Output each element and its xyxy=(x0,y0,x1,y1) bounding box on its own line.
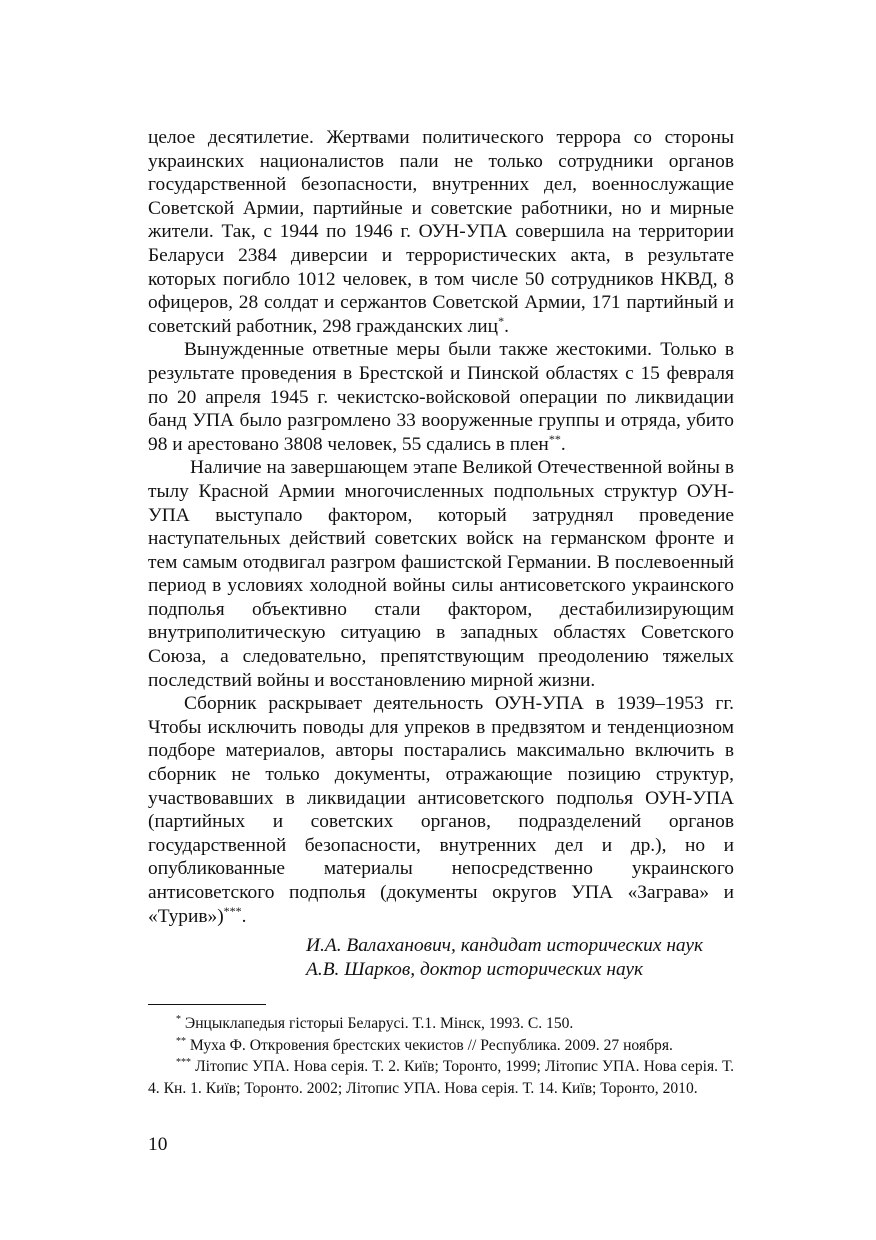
signature-block xyxy=(306,934,734,982)
footnote-2 xyxy=(148,1035,734,1057)
paragraph-3 xyxy=(148,456,734,692)
footnote-2-marker: ** xyxy=(176,1035,186,1047)
paragraph-2 xyxy=(148,338,734,456)
footnote-1-text: Энцыклапедыя гісторыі Беларусі. Т.1. Мінск, 1993. С. 150. xyxy=(181,1015,574,1033)
footnote-ref-1: * xyxy=(498,313,505,328)
footnotes xyxy=(148,1013,734,1099)
paragraph-2-tail: . xyxy=(560,433,566,455)
footnote-1-marker: * xyxy=(176,1014,181,1026)
paragraph-2-text: Вынужденные ответные меры были также жестокими. Только в результате проведения в Брестской и Пинской областях с 15 февраля по 20 апреля 1945 г. чекистско-войсковой операции по ликвидации банд УПА было разгромлено 33 вооруженные группы и отряда, убито 98 и арестовано 3808 человек, 55 сдались в плен xyxy=(148,339,734,455)
footnote-3-text: Літопис УПА. Нова серія. Т. 2. Київ; Торонто, 1999; Літопис УПА. Нова серія. Т. 4. Кн. 1. Київ; Торонто. 2002; Літопис УПА. Нова серія. Т. 14. Київ; Торонто, 2010. xyxy=(148,1058,734,1097)
paragraph-4 xyxy=(148,692,734,928)
signature-author-2: А.В. Шарков, доктор исторических наук xyxy=(306,959,644,981)
paragraph-4-text: Сборник раскрывает деятельность ОУН-УПА в 1939–1953 гг. Чтобы исключить поводы для упреков в предвзятом и тенденциозном подборе материалов, авторы постарались максимально включить в сборник не только документы, отражающие позицию структур, участвовавших в ликвидации антисоветского подполья ОУН-УПА (партийных и советских органов, подразделений органов государственной безопасности, внутренних дел и др.), но и опубликованные материалы непосредственно украинского антисоветского подполья (документы округов УПА «Заграва» и «Турив») xyxy=(148,693,734,927)
paragraph-1 xyxy=(148,126,734,338)
footnote-2-text: Муха Ф. Откровения брестских чекистов // Республика. 2009. 27 ноября. xyxy=(186,1036,673,1054)
footnote-ref-2: ** xyxy=(548,431,561,446)
footnote-ref-3: *** xyxy=(223,903,242,918)
page-body xyxy=(148,126,734,1099)
footnote-3 xyxy=(148,1056,734,1099)
footnote-3-marker: *** xyxy=(176,1057,191,1069)
page-number: 10 xyxy=(148,1134,168,1155)
paragraph-1-text: целое десятилетие. Жертвами политического террора со стороны украинских националистов пали не только сотрудники органов государственной безопасности, внутренних дел, военнослужащие Советской Армии, партийные и советские работники, но и мирные жители. Так, с 1944 по 1946 г. ОУН-УПА совершила на территории Беларуси 2384 диверсии и террористических акта, в результате которых погибло 1012 человек, в том числе 50 сотрудников НКВД, 8 офицеров, 28 солдат и сержантов Советской Армии, 171 партийный и советский работник, 298 гражданских лиц xyxy=(148,127,734,337)
paragraph-1-tail: . xyxy=(504,315,509,337)
signature-author-1: И.А. Валаханович, кандидат исторических наук xyxy=(306,935,704,957)
footnote-1 xyxy=(148,1013,734,1035)
paragraph-3-text: Наличие на завершающем этапе Великой Отечественной войны в тылу Красной Армии многочисленных подпольных структур ОУН-УПА выступало фактором, который затруднял проведение наступательных действий советских войск на германском фронте и тем самым отодвигал разгром фашистской Германии. В послевоенный период в условиях холодной войны силы антисоветского украинского подполья объективно стали фактором, дестабилизирующим внутриполитическую ситуацию в западных областях Советского Союза, а следовательно, препятствующим преодолению тяжелых последствий войны и восстановлению мирной жизни. xyxy=(148,457,734,691)
paragraph-4-tail: . xyxy=(241,905,247,927)
footnote-divider xyxy=(148,1004,266,1005)
